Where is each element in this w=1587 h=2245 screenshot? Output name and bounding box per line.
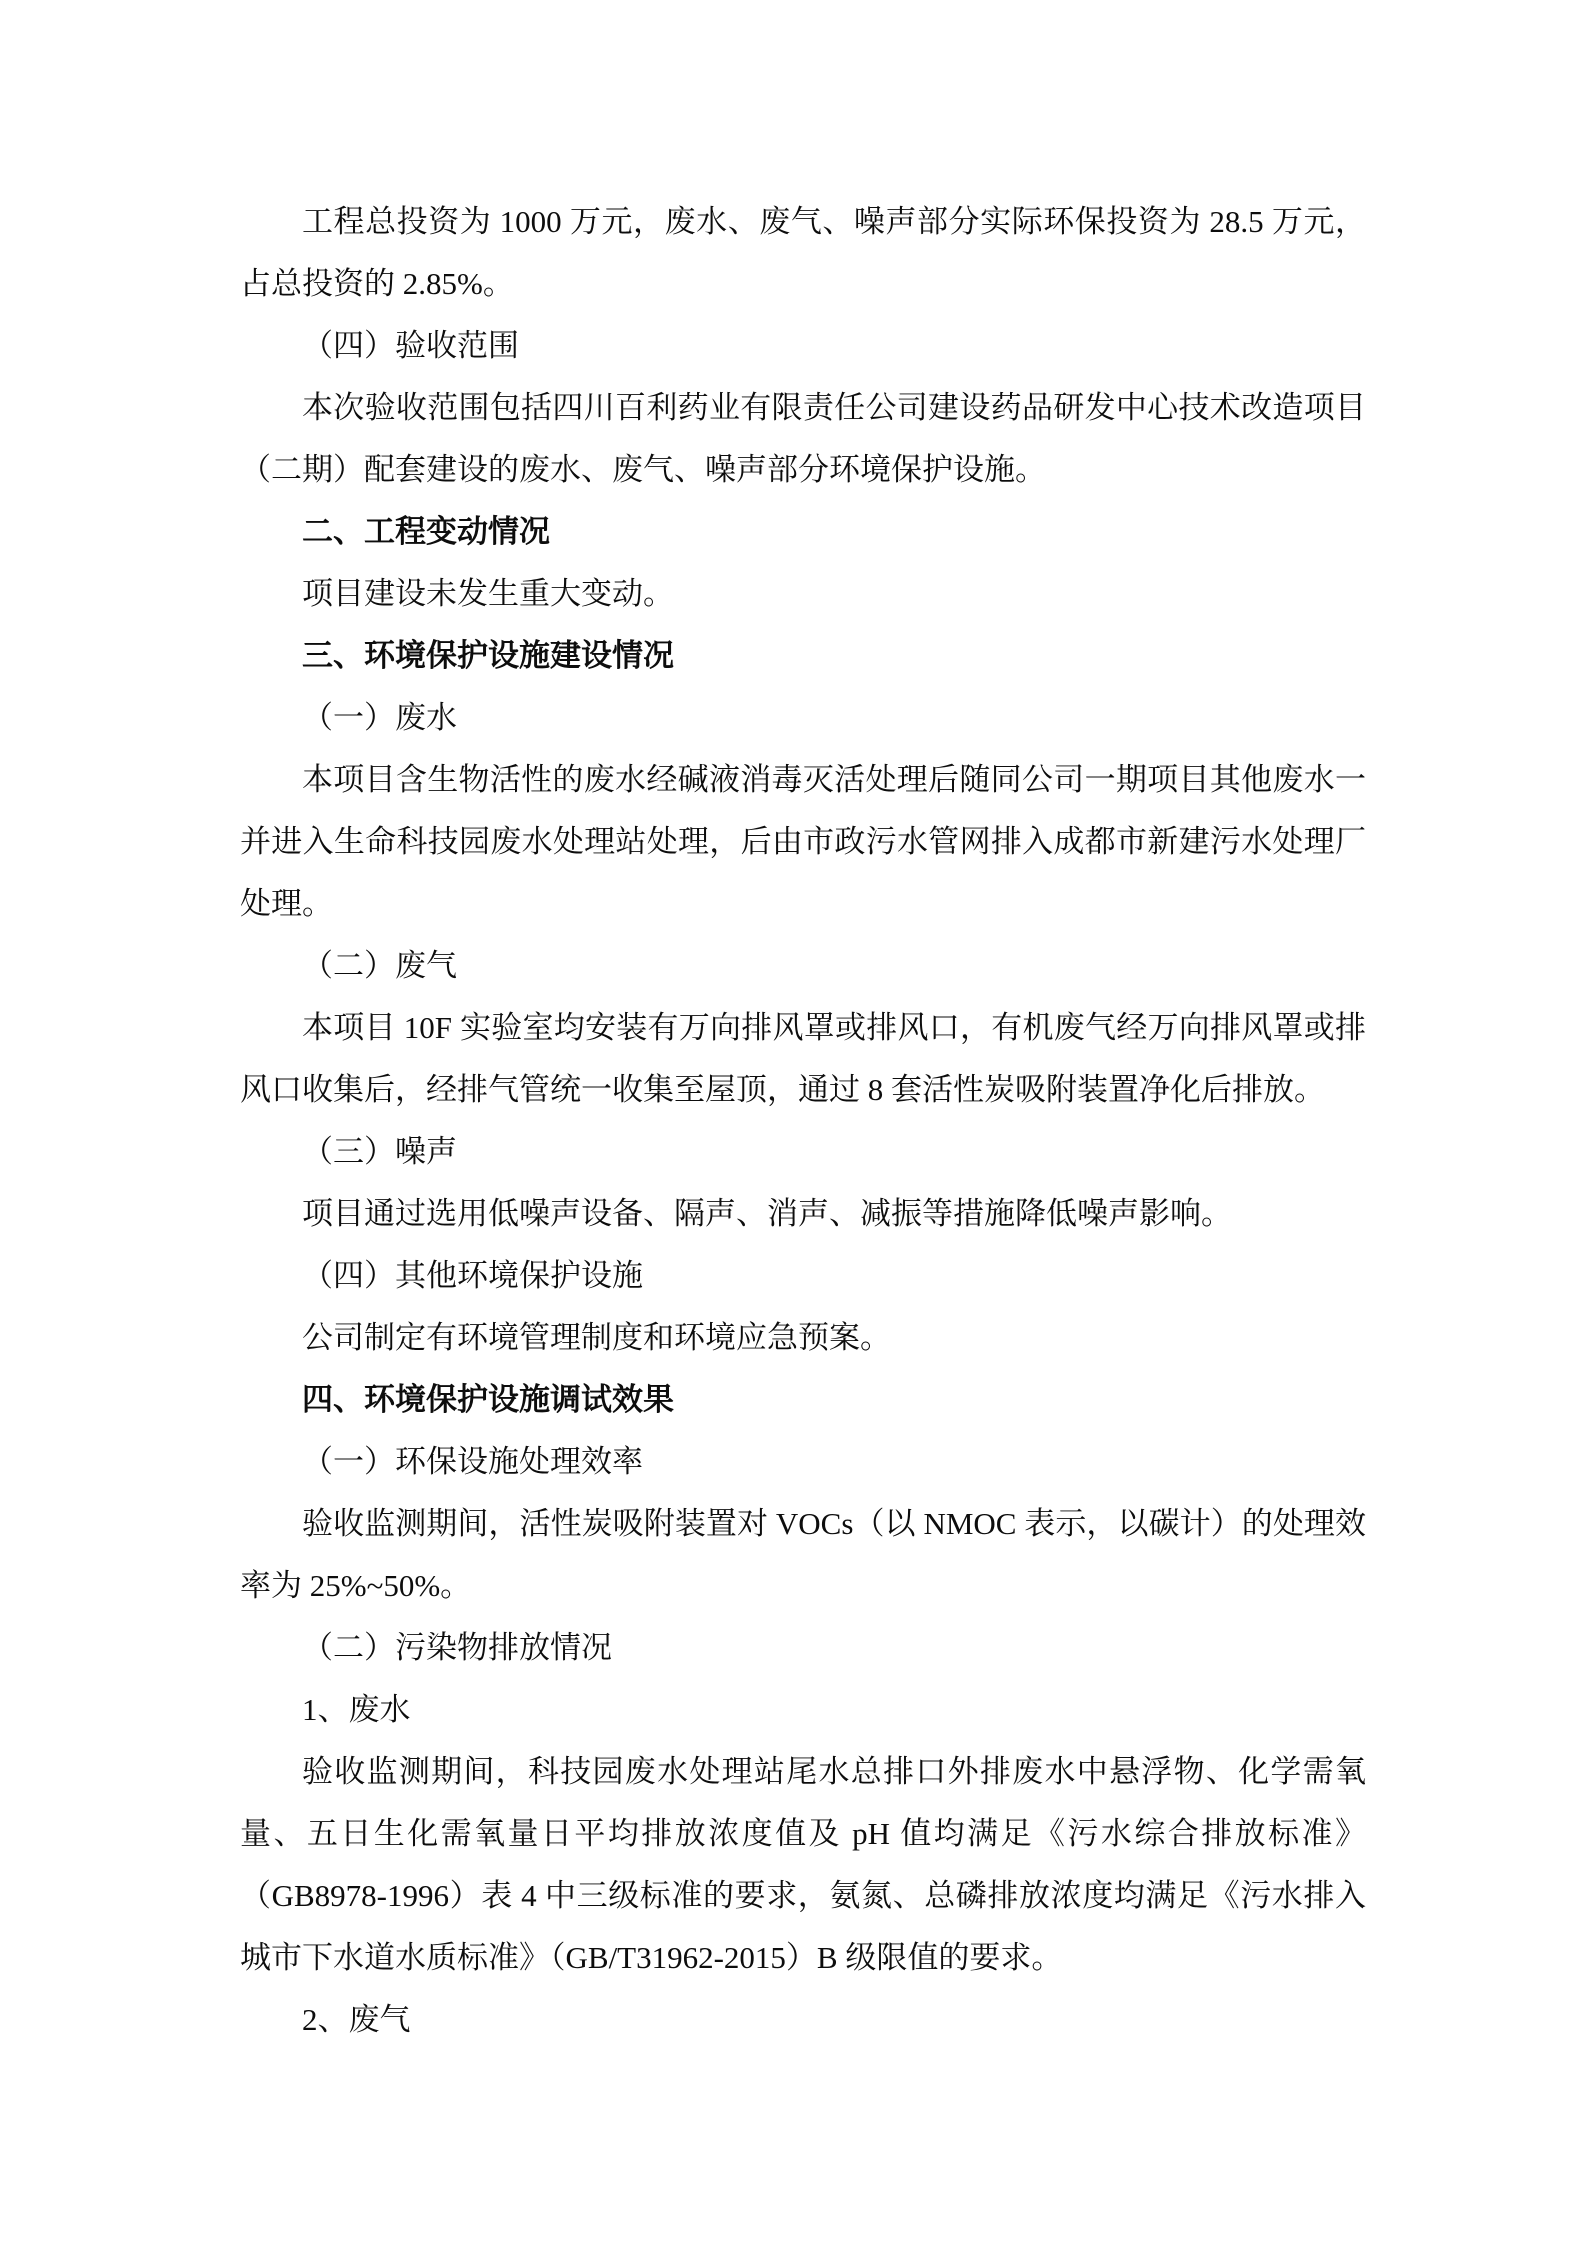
para-treatment-efficiency: 验收监测期间，活性炭吸附装置对 VOCs（以 NMOC 表示，以碳计）的处理效率为 25%~50%。 (240, 1506, 1366, 1603)
subheading-noise: （三）噪声 (302, 1134, 457, 1169)
subheading-acceptance-scope: （四）验收范围 (302, 328, 519, 363)
subheading-waste-gas: （二）废气 (302, 948, 457, 983)
para-acceptance-scope: 本次验收范围包括四川百利药业有限责任公司建设药品研发中心技术改造项目（二期）配套建设的废水、废气、噪声部分环境保护设施。 (240, 390, 1366, 487)
subheading-wastewater-item: 1、废水 (302, 1692, 411, 1727)
para-waste-gas: 本项目 10F 实验室均安装有万向排风罩或排风口，有机废气经万向排风罩或排风口收集后，经排气管统一收集至屋顶，通过 8 套活性炭吸附装置净化后排放。 (240, 1010, 1366, 1107)
subheading-pollutant-discharge: （二）污染物排放情况 (302, 1630, 612, 1665)
heading-epf-construction: 三、环境保护设施建设情况 (302, 638, 674, 673)
subheading-other-facilities: （四）其他环境保护设施 (302, 1258, 643, 1293)
heading-project-changes: 二、工程变动情况 (302, 514, 550, 549)
heading-epf-commissioning: 四、环境保护设施调试效果 (302, 1382, 674, 1417)
para-other-facilities: 公司制定有环境管理制度和环境应急预案。 (302, 1320, 891, 1355)
para-total-investment: 工程总投资为 1000 万元，废水、废气、噪声部分实际环保投资为 28.5 万元，占总投资的 2.85%。 (240, 204, 1366, 301)
subheading-treatment-efficiency: （一）环保设施处理效率 (302, 1444, 643, 1479)
document-body (240, 191, 1366, 2051)
para-project-changes: 项目建设未发生重大变动。 (302, 576, 674, 611)
para-wastewater-discharge: 验收监测期间，科技园废水处理站尾水总排口外排废水中悬浮物、化学需氧量、五日生化需氧量日平均排放浓度值及 pH 值均满足《污水综合排放标准》（GB8978-1996）表 4 中三级标准的要求，氨氮、总磷排放浓度均满足《污水排入城市下水道水质标准》（GB/T31962-2015）B 级限值的要求。 (240, 1754, 1366, 1975)
para-noise: 项目通过选用低噪声设备、隔声、消声、减振等措施降低噪声影响。 (302, 1196, 1232, 1231)
subheading-wastewater: （一）废水 (302, 700, 457, 735)
para-wastewater: 本项目含生物活性的废水经碱液消毒灭活处理后随同公司一期项目其他废水一并进入生命科技园废水处理站处理，后由市政污水管网排入成都市新建污水处理厂处理。 (240, 762, 1366, 921)
subheading-waste-gas-item: 2、废气 (302, 2002, 411, 2037)
